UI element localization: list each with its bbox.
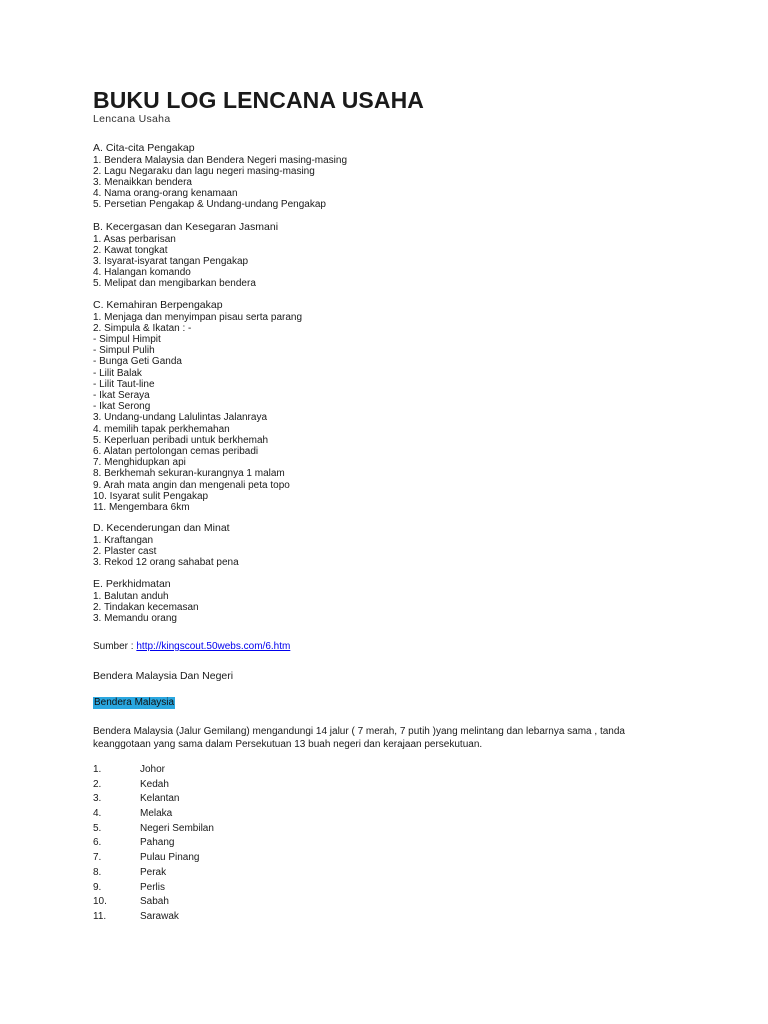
list-item: - Simpul Himpit (93, 334, 161, 345)
section-heading: E. Perkhidmatan (93, 578, 171, 590)
section-heading: B. Kecergasan dan Kesegaran Jasmani (93, 221, 279, 233)
state-name: Melaka (140, 808, 173, 820)
state-name: Johor (140, 764, 166, 775)
list-item: 11. Mengembara 6km (93, 502, 190, 514)
section-block (93, 222, 278, 290)
list-item: 1. Bendera Malaysia dan Bendera Negeri masing-masing (93, 154, 348, 166)
list-item: 5. Keperluan peribadi untuk berkhemah (93, 434, 269, 446)
list-item: 4. memilih tapak perkhemahan (93, 423, 230, 435)
state-name: Perlis (140, 881, 166, 893)
list-item: - Ikat Seraya (93, 390, 150, 402)
state-name: Pulau Pinang (140, 852, 200, 864)
list-item: 3. Memandu orang (93, 613, 177, 624)
page-title: BUKU LOG LENCANA USAHA (93, 87, 425, 113)
list-item: 5. Melipat dan mengibarkan bendera (93, 278, 256, 290)
list-item: - Bunga Geti Ganda (93, 356, 182, 368)
list-item: 2. Lagu Negaraku dan lagu negeri masing-masing (93, 165, 315, 177)
state-number: 6. (93, 837, 102, 849)
list-item: 8. Berkhemah sekuran-kurangnya 1 malam (93, 468, 285, 480)
list-item: 1. Asas perbarisan (93, 233, 176, 245)
source-line (93, 641, 290, 652)
list-item: 1. Menjaga dan menyimpan pisau serta parang (93, 311, 303, 323)
list-item: - Ikat Serong (93, 401, 151, 413)
state-name: Sabah (140, 896, 169, 908)
section-block (93, 300, 302, 513)
list-item: 2. Kawat tongkat (93, 244, 168, 256)
section-block (93, 143, 347, 211)
list-item: 6. Alatan pertolongan cemas peribadi (93, 446, 259, 458)
list-item: 5. Persetian Pengakap & Undang-undang Pengakap (93, 199, 326, 211)
state-number: 2. (93, 778, 102, 790)
state-number: 8. (93, 866, 102, 878)
source-link[interactable]: http://kingscout.50webs.com/6.htm (136, 641, 291, 652)
page-subtitle: Lencana Usaha (93, 113, 171, 125)
list-item: - Lilit Taut-line (93, 378, 155, 390)
state-name: Negeri Sembilan (140, 822, 214, 834)
list-item: 4. Nama orang-orang kenamaan (93, 188, 238, 200)
section-heading: C. Kemahiran Berpengakap (93, 299, 223, 311)
list-item: - Lilit Balak (93, 367, 142, 379)
state-number: 7. (93, 852, 102, 864)
list-item: 4. Halangan komando (93, 267, 191, 279)
state-number: 9. (93, 881, 102, 893)
list-item: 3. Isyarat-isyarat tangan Pengakap (93, 256, 249, 267)
list-item: 3. Undang-undang Lalulintas Jalanraya (93, 412, 268, 424)
list-item: 1. Balutan anduh (93, 590, 169, 602)
state-name: Kedah (140, 778, 169, 790)
list-item: 10. Isyarat sulit Pengakap (93, 490, 209, 502)
list-item: 2. Plaster cast (93, 545, 157, 557)
state-number: 3. (93, 793, 102, 805)
state-number: 1. (93, 764, 102, 775)
list-item: 3. Rekod 12 orang sahabat pena (93, 557, 239, 568)
section-block (93, 579, 199, 624)
state-number: 11. (93, 910, 107, 922)
source-label: Sumber : (93, 641, 137, 652)
section-heading: D. Kecenderungan dan Minat (93, 522, 230, 534)
list-item: 2. Tindakan kecemasan (93, 601, 199, 613)
list-item: 7. Menghidupkan api (93, 457, 186, 469)
section-block (93, 523, 239, 568)
section-heading: A. Cita-cita Pengakap (93, 142, 195, 154)
highlighted-heading: Bendera Malaysia (94, 697, 175, 708)
list-item: 2. Simpula & Ikatan : - (93, 322, 192, 334)
flag-section-heading: Bendera Malaysia Dan Negeri (93, 670, 234, 682)
list-item: 3. Menaikkan bendera (93, 177, 192, 188)
state-number: 5. (93, 822, 102, 834)
state-number: 10. (93, 896, 107, 908)
state-name: Pahang (140, 837, 175, 849)
list-item: 1. Kraftangan (93, 534, 154, 546)
flag-description: Bendera Malaysia (Jalur Gemilang) mengandungi 14 jalur ( 7 merah, 7 putih )yang melintang dan lebarnya sama , tanda keanggotaan yang sama dalam Persekutuan 13 buah negeri dan kerajaan persekutuan. (93, 726, 625, 750)
state-name: Kelantan (140, 793, 180, 805)
state-number: 4. (93, 808, 102, 820)
list-item: 9. Arah mata angin dan mengenali peta topo (93, 479, 290, 491)
state-name: Sarawak (140, 910, 179, 922)
state-name: Perak (140, 866, 167, 878)
list-item: - Simpul Pulih (93, 345, 155, 357)
